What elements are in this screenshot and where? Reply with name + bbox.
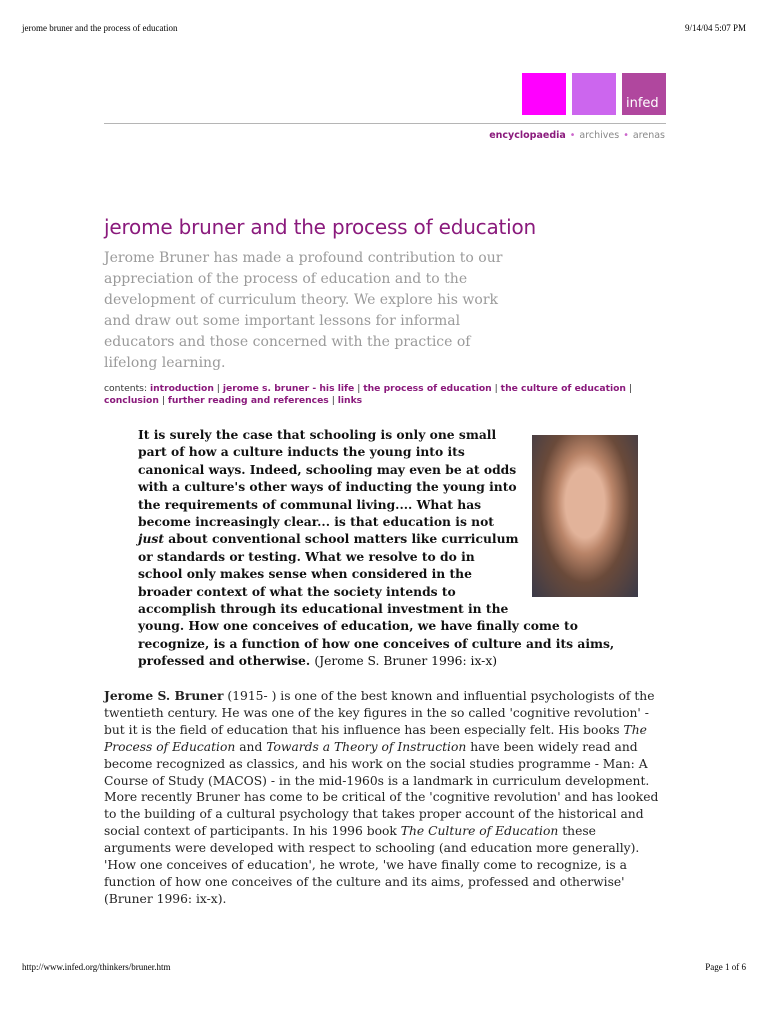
contents-link-links[interactable]: links (337, 395, 363, 406)
print-header (22, 23, 746, 33)
top-navigation (489, 130, 665, 141)
quote-text-part1: It is surely the case that schooling is only one small part of how a culture inducts the young into its canonical ways. Indeed, schooling may even be at odds with a culture's other ways of inducting the young into the requirements of communal living.... What has become increasingly clear... is that education is not (138, 427, 517, 530)
logo-square-magenta (522, 73, 566, 115)
logo-square-infed (622, 73, 666, 115)
quote-text-part2: about conventional school matters like curriculum or standards or testing. What we resolve to do in school only makes sense when considered in the broader context of what the society intends to accomplish through its educational investment in the young. How one conceives of education, we have finally come to recognize, is a function of how one conceives of culture and its aims, professed and otherwise. (138, 531, 615, 669)
book-title-instruction: Towards a Theory of Instruction (266, 739, 467, 754)
body-text-3: have been widely read and become recognized as classics, and his work on the social studies programme - Man: A Course of Study (MACOS) - in the mid-1960s is a landmark in curriculum development. More recently Bruner has come to be critical of the 'cognitive revolution' and has looked to the building of a cultural psychology that takes proper account of the historical and social context of participants. In his 1996 book (104, 739, 659, 839)
print-footer (22, 962, 746, 972)
contents-link-culture[interactable]: the culture of education (500, 383, 626, 394)
contents-separator: | (494, 383, 498, 394)
contents-link-further-reading[interactable]: further reading and references (167, 395, 329, 406)
intro-summary: Jerome Bruner has made a profound contribution to our appreciation of the process of education and to the development of curriculum theory. We explore his work and draw out some important lessons for informal educators and those concerned with the practice of lifelong learning. (104, 250, 503, 371)
contents-separator: | (161, 395, 165, 406)
infed-logo[interactable] (522, 73, 666, 115)
contents-link-introduction[interactable]: introduction (149, 383, 214, 394)
contents-links (104, 383, 666, 407)
contents-link-conclusion[interactable]: conclusion (104, 395, 159, 406)
body-paragraph (104, 688, 664, 908)
page-title: jerome bruner and the process of education (104, 215, 537, 239)
quote-emphasis: just (138, 531, 164, 547)
print-footer-page: Page 1 of 6 (705, 962, 746, 972)
book-title-culture: The Culture of Education (400, 824, 559, 839)
logo-label: infed (626, 96, 659, 111)
logo-square-lilac (572, 73, 616, 115)
subject-name: Jerome S. Bruner (104, 688, 224, 703)
body-text-2: and (235, 739, 267, 754)
book-title-process: The Process of Education (104, 722, 647, 754)
nav-separator: • (623, 130, 629, 141)
body-text-4: these arguments were developed with respect to schooling (and education more generally). 'How one conceives of education', he wrote, 'we have finally come to recognize, is a function of how one conceives of the culture and its aims, professed and otherwise' (Bruner 1996: ix-x). (104, 824, 640, 906)
nav-encyclopaedia[interactable]: encyclopaedia (489, 130, 566, 141)
contents-label: contents: (104, 383, 148, 394)
contents-separator: | (357, 383, 361, 394)
print-footer-url: http://www.infed.org/thinkers/bruner.htm (22, 962, 171, 972)
bruner-portrait-photo (532, 435, 638, 597)
contents-link-life[interactable]: jerome s. bruner - his life (222, 383, 355, 394)
contents-link-process[interactable]: the process of education (363, 383, 492, 394)
body-text-1: (1915- ) is one of the best known and influential psychologists of the twentieth century. He was one of the key figures in the so called 'cognitive revolution' - but it is the field of education that his influence has been especially felt. His books (104, 689, 655, 737)
quote-citation: (Jerome S. Bruner 1996: ix-x) (314, 654, 498, 669)
print-header-datetime: 9/14/04 5:07 PM (684, 23, 746, 33)
opening-quote (138, 426, 638, 671)
contents-separator: | (628, 383, 632, 394)
print-header-title: jerome bruner and the process of education (22, 23, 178, 33)
contents-separator: | (331, 395, 335, 406)
nav-arenas[interactable]: arenas (632, 130, 665, 141)
header-divider (104, 123, 666, 124)
nav-separator: • (569, 130, 576, 141)
contents-separator: | (216, 383, 220, 394)
nav-archives[interactable]: archives (579, 130, 620, 141)
